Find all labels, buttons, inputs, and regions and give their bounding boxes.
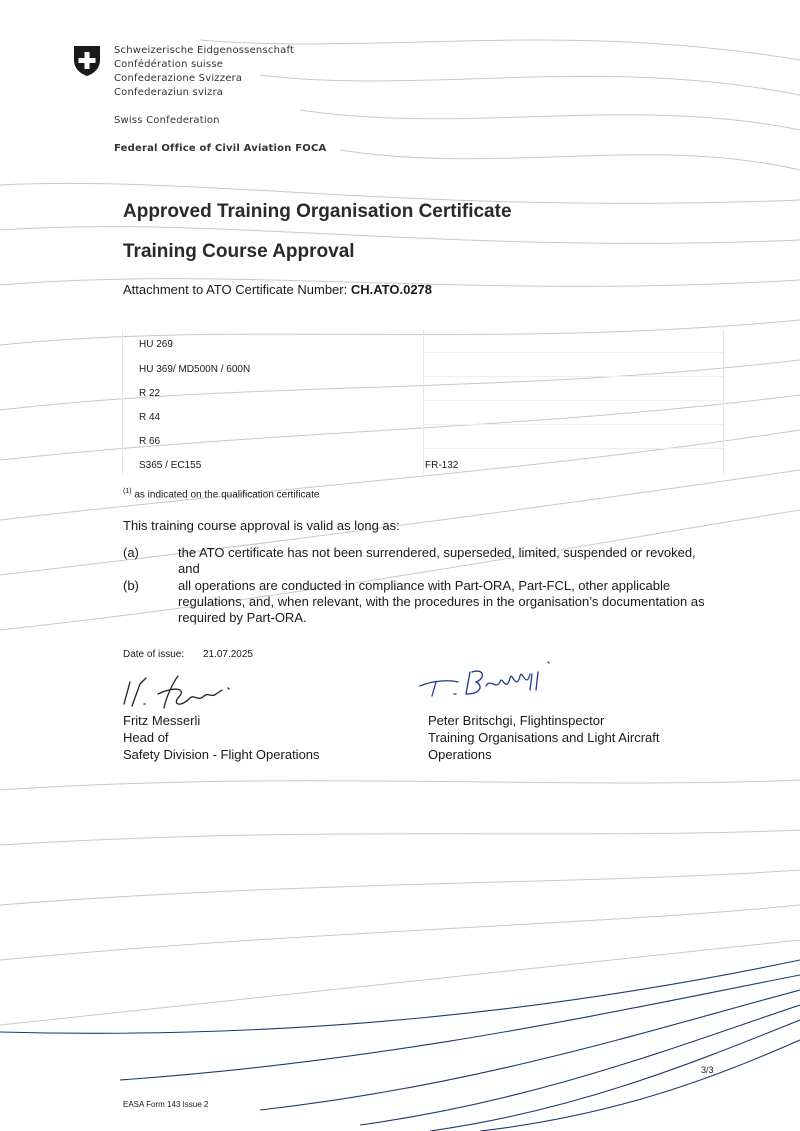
table-cell-type: R 44 xyxy=(139,412,161,423)
table-row-line xyxy=(423,448,723,449)
confed-line-rm: Confederaziun svizra xyxy=(114,87,224,98)
office-name: Federal Office of Civil Aviation FOCA xyxy=(114,143,327,154)
condition-b-marker: (b) xyxy=(123,578,139,593)
signatory-left xyxy=(123,713,320,763)
table-cell-type: R 66 xyxy=(139,436,161,447)
table-cell-type: HU 269 xyxy=(139,339,173,350)
confederation-names xyxy=(114,44,294,100)
attachment-line xyxy=(123,282,432,298)
confed-line-it: Confederazione Svizzera xyxy=(114,73,243,84)
document-title: Approved Training Organisation Certificate xyxy=(123,201,512,222)
condition-a-marker: (a) xyxy=(123,545,139,560)
approval-table xyxy=(122,330,724,474)
signatory-right-division: Operations xyxy=(428,747,492,762)
table-row-line xyxy=(423,352,723,353)
document-subtitle: Training Course Approval xyxy=(123,241,355,262)
table-row-line xyxy=(423,424,723,425)
coat-of-arms-logo xyxy=(72,44,102,78)
signature-britschgi xyxy=(414,656,574,702)
page-number: 3/3 xyxy=(701,1065,714,1075)
attachment-label: Attachment to ATO Certificate Number: xyxy=(123,282,348,297)
issue-date-value: 21.07.2025 xyxy=(202,649,253,660)
table-row-line xyxy=(423,376,723,377)
table-cell-type: S365 / EC155 xyxy=(139,460,202,471)
table-cell-type: R 22 xyxy=(139,388,161,399)
table-cell-course: FR-132 xyxy=(425,460,459,471)
signatory-right-title: Training Organisations and Light Aircraft xyxy=(428,730,660,745)
table-row-line xyxy=(423,400,723,401)
signatory-left-title: Head of xyxy=(123,730,169,745)
condition-a-text: the ATO certificate has not been surrendered, superseded, limited, suspended or revoked, and xyxy=(178,545,696,576)
condition-b-text: all operations are conducted in compliance with Part-ORA, Part-FCL, other applicable regulations, and, when relevant, with the procedures in the organisation’s documentation as required by Part-ORA. xyxy=(178,578,705,625)
footnote-text: as indicated on the qualification certificate xyxy=(134,489,320,501)
certificate-number: CH.ATO.0278 xyxy=(350,282,433,297)
signatory-right xyxy=(428,713,659,763)
signatory-left-division: Safety Division - Flight Operations xyxy=(123,747,320,762)
signatory-right-name: Peter Britschgi, Flightinspector xyxy=(428,713,605,728)
confed-line-fr: Confédération suisse xyxy=(114,59,224,70)
issue-date-line xyxy=(123,649,253,660)
table-cell-type: HU 369/ MD500N / 600N xyxy=(139,364,251,375)
footnote xyxy=(123,488,319,500)
form-identifier: EASA Form 143 Issue 2 xyxy=(123,1100,209,1109)
swiss-confederation: Swiss Confederation xyxy=(114,115,220,126)
signatory-left-name: Fritz Messerli xyxy=(123,713,201,728)
confed-line-de: Schweizerische Eidgenossenschaft xyxy=(114,45,295,56)
issue-date-label: Date of issue: xyxy=(123,649,185,660)
signature-messerli xyxy=(118,668,248,716)
validity-intro: This training course approval is valid as long as: xyxy=(123,518,400,533)
footnote-marker: (1) xyxy=(123,488,132,495)
swiss-coat-of-arms-icon xyxy=(72,44,102,78)
